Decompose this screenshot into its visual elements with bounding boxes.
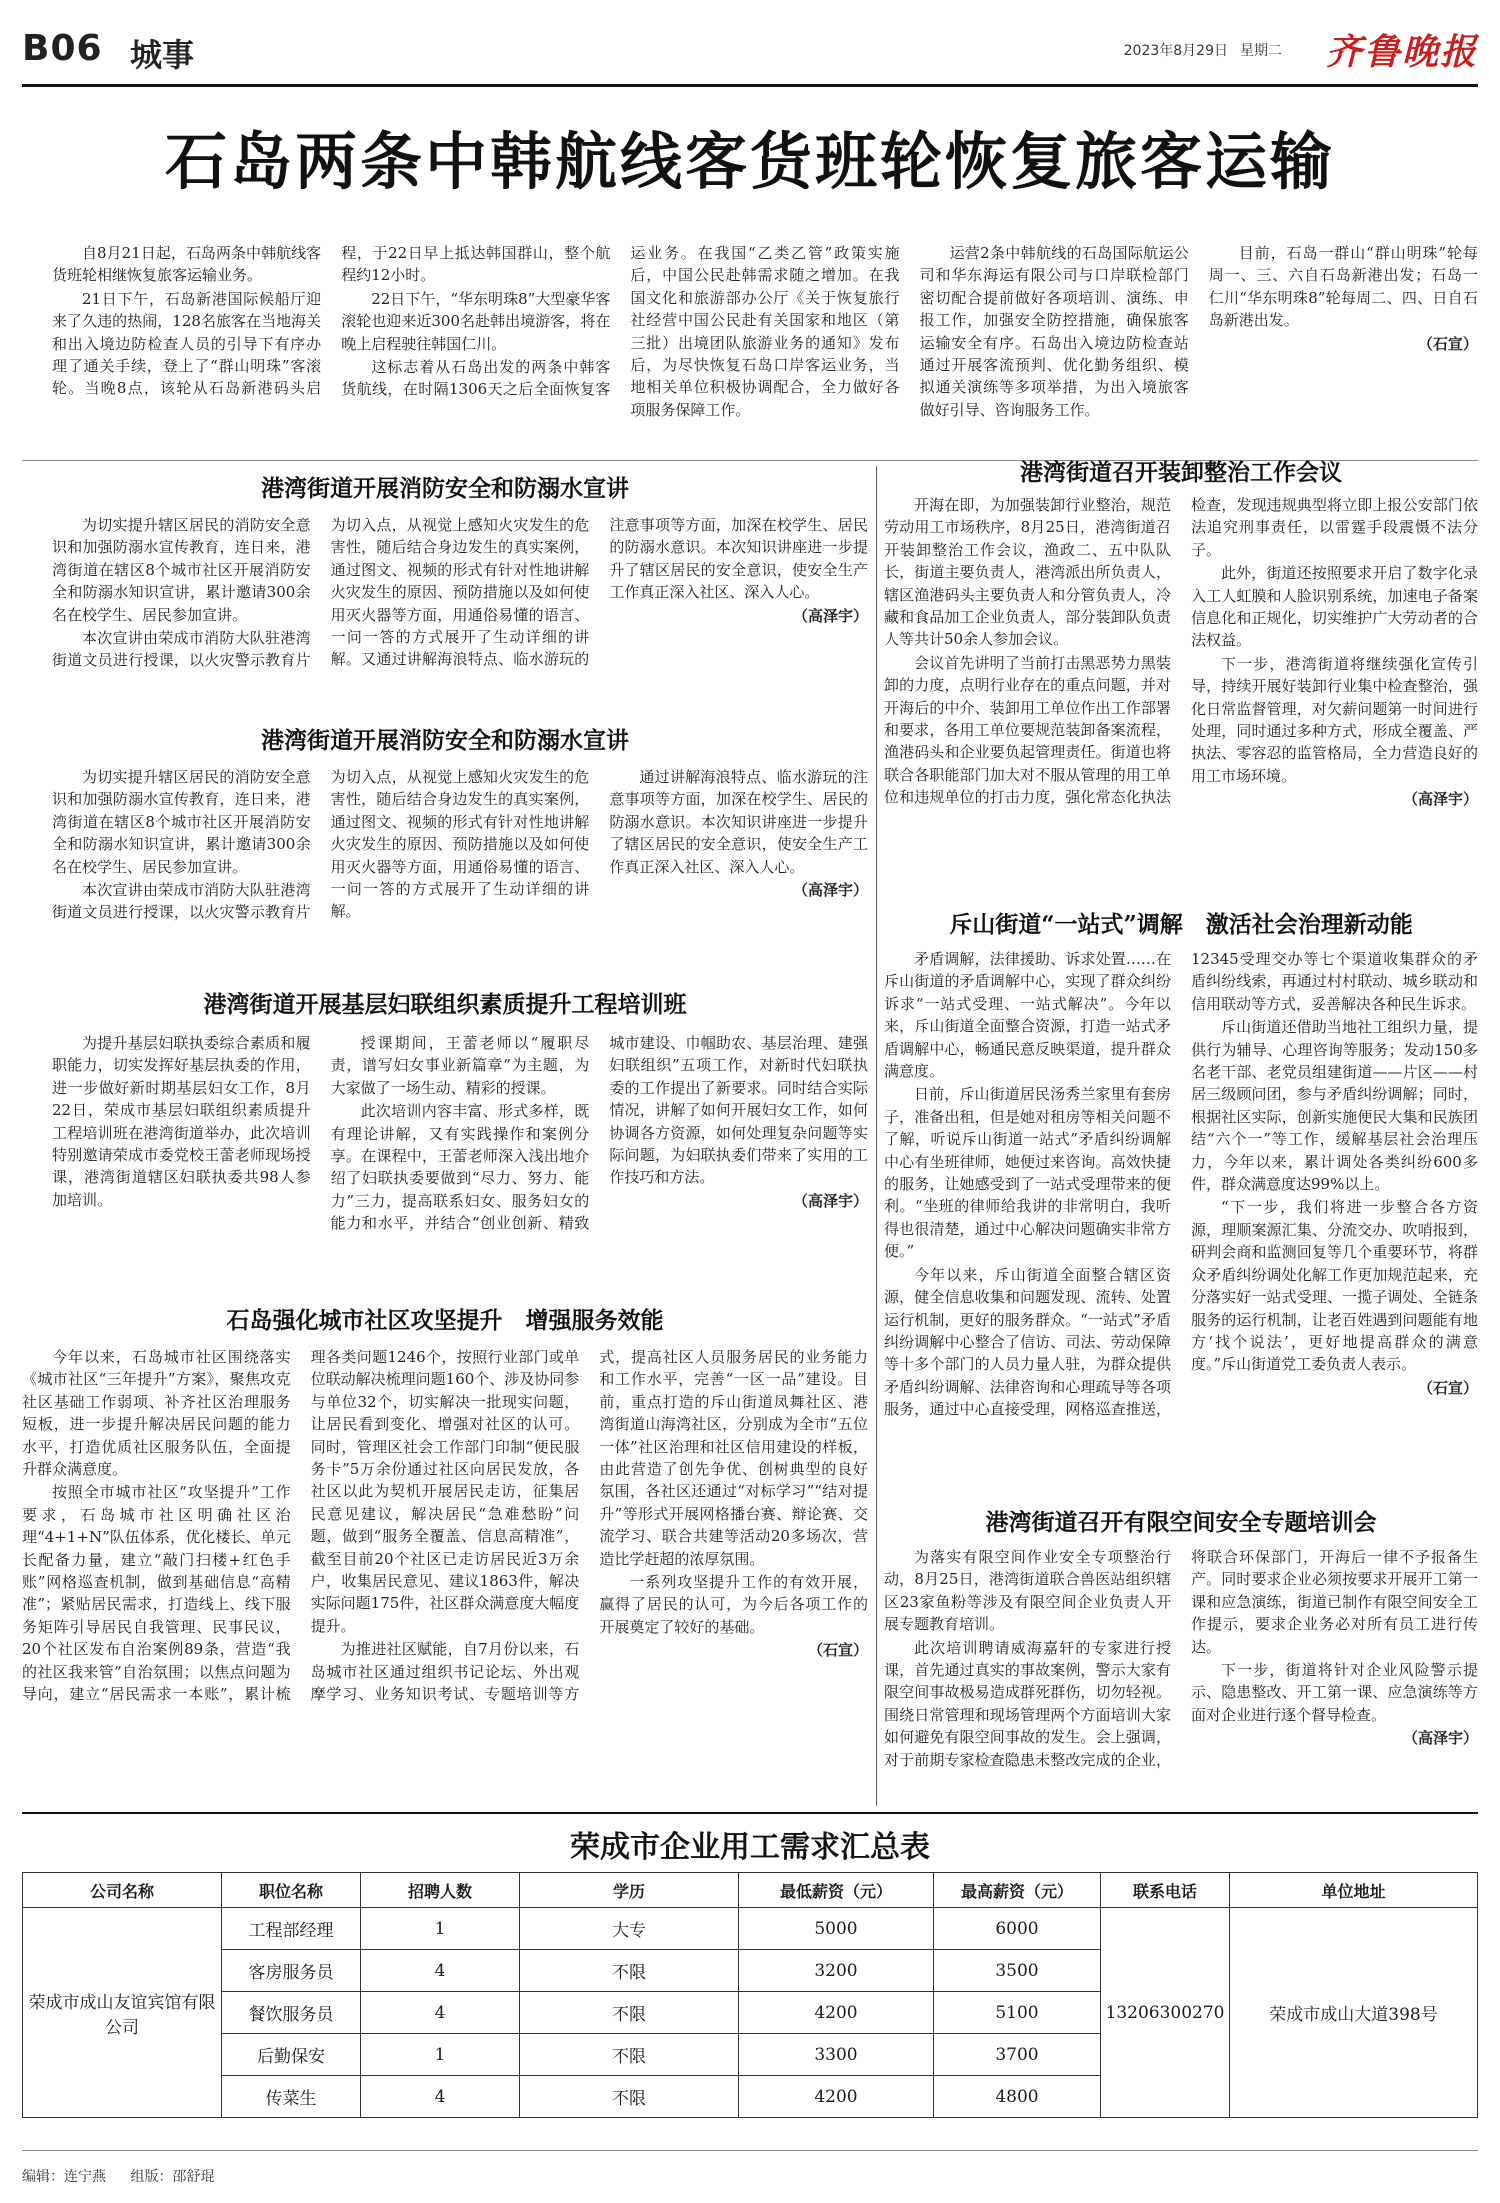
paragraph: 本次宣讲由荣成市消防大队驻港湾街道文员进行授课，以火灾警示教育片为切入点，从视觉上感知火灾发生的危害性，随后结合身边发生的真实案例，通过图文、视频的形式有针对性地讲解火灾发生的原因、预防措施以及如何使用灭火器等方面，用通俗易懂的语言、一问一答的方式展开了生动详细的讲解。又通过讲解海浪特点、临水游玩的注意事项等方面，加深在校学生、居民的防溺水意识。本次知识讲座进一步提升了辖区居民的安全意识，使安全生产工作真正深入社区、深入人心。 [52,516,868,670]
max-salary-cell: 4800 [934,2076,1101,2118]
max-salary-cell: 5100 [934,1992,1101,2034]
count-cell: 4 [361,1950,520,1992]
article-title-womens-federation: 港湾街道开展基层妇联组织素质提升工程培训班 [203,991,687,1018]
count-cell: 1 [361,1908,520,1950]
column-header: 公司名称 [23,1873,222,1908]
column-header: 最高薪资（元） [934,1873,1101,1908]
paragraph: 自8月21日起，石岛两条中韩航线客货班轮相继恢复旅客运输业务。 [52,244,322,285]
article-body-loading [884,494,1478,894]
jobs-table-title: 荣成市企业用工需求汇总表 [570,1830,930,1865]
article-title-loading: 港湾街道召开装卸整治工作会议 [1020,459,1342,486]
paragraph: 为提升基层妇联执委综合素质和履职能力，切实发挥好基层执委的作用，进一步做好新时期基层妇女工作，8月22日，荣成市基层妇联组织素质提升工程培训班在港湾街道举办，此次培训特别邀请荣成市委党校王蕾老师现场授课，港湾街道辖区妇联执委共98人参加培训。 [52,1034,311,1209]
paragraph: 按照全市城市社区“攻坚提升”工作要求，石岛城市社区明确社区治理“4+1+N”队伍体系，优化楼长、单元长配备力量，建立“敲门扫楼+红色手账”网格巡查机制，做到基础信息“高精准”；紧贴居民需求，打造线上、线下服务矩阵引导居民自我管理、民事民议，20个社区发布自治案例89条，营造“我的社区我来管”自治氛围；以焦点问题为导向，建立“居民需求一本账”，累计梳理各类问题1246个，按照行业部门或单位联动解决梳理问题160个、涉及协同参与单位32个，切实解决一批现实问题，让居民看到变化、增强对社区的认可。同时，管理区社会工作部门印制“便民服务卡”5万余份通过社区向居民发放，各社区以此为契机开展居民走访，征集居民意见建议，解决居民“急难愁盼”问题，做到“服务全覆盖、信息高精准”，截至目前20个社区已走访居民近3万余户，收集居民意见、建议1863件，解决实际问题175件，社区群众满意度大幅度提升。 [22,1348,580,1704]
paragraph: 为推进社区赋能，自7月份以来，石岛城市社区通过组织书记论坛、外出观摩学习、业务知识考试、专题培训等方式，提高社区人员服务居民的业务能力和工作水平，完善“一区一品”建设。目前，重点打造的斥山街道凤舞社区、港湾街道山海湾社区，分别成为全市“五位一体”社区治理和社区信用建设的样板，由此营造了创先争优、创树典型的良好氛围，各社区还通过“对标学习”“结对提升”等形式开展网格播台赛、辩论赛、交流学习、联合共建等活动20多场次，营造比学赶超的浓厚氛围。 [310,1348,868,1704]
column-header: 学历 [520,1873,739,1908]
masthead-rule [22,84,1478,87]
education-cell: 不限 [520,2076,739,2118]
table-row [23,1908,1478,1950]
article-title-community: 石岛强化城市社区攻坚提升 增强服务效能 [226,1307,664,1334]
layout-credit: 组版：邵舒琨 [130,2169,215,2185]
min-salary-cell: 3300 [739,2034,934,2076]
paragraph: “下一步，我们将进一步整合各方资源，理顺案源汇集、分流交办、吹哨报到，研判会商和监测回复等几个重要环节，将群众矛盾纠纷调处化解工作更加规范起来，充分落实好一站式受理、一揽子调处、全链条服务的运行机制，让老百姓遇到问题能有地方‘找个说法’，更好地提高群众的满意度。”斥山街道党工委负责人表示。 [1191,1198,1478,1374]
section-name: 城事 [130,36,195,74]
education-cell: 不限 [520,1992,739,2034]
paragraph: 今年以来，斥山街道全面整合辖区资源，健全信息收集和问题发现、流转、处置运行机制，更好的服务群众。“一站式”矛盾纠纷调解中心整合了信访、司法、劳动保障等十多个部门的人员力量人驻，为群众提供矛盾纠纷调解、法律咨询和心理疏导等各项服务，通过中心直接受理，网格巡查推送，12345受理交办等七个渠道收集群众的矛盾纠纷线索，再通过村村联动、城乡联动和信用联动等方式，妥善解决各种民生诉求。 [884,950,1478,1419]
paragraph: 为切实提升辖区居民的消防安全意识和加强防溺水宣传教育，连日来，港湾街道在辖区8个城市社区开展消防安全和防溺水知识宣讲，累计邀请300余名在校学生、居民参加宣讲。 [52,768,311,876]
paragraph: 一系列攻坚提升工作的有效开展，赢得了居民的认可，为今后各项工作的开展奠定了较好的基础。 [599,1573,868,1636]
paragraph: 21日下午，石岛新港国际候船厅迎来了久违的热闹，128名旅客在当地海关和出入境边防检查人员的引导下有序办理了通关手续，登上了“群山明珠”客滚轮。当晚8点，该轮从石岛新港码头启程，于22日早上抵达韩国群山，整个航程约12小时。 [52,244,611,398]
position-cell: 客房服务员 [222,1950,361,1992]
table-header-row [23,1873,1478,1908]
column-header: 单位地址 [1230,1873,1478,1908]
paragraph: 日前，斥山街道居民汤秀兰家里有套房子，准备出租，但是她对租房等相关问题不了解，听说斥山街道一站式”矛盾纠纷调解中心有坐班律师，她便过来咨询。高效快捷的服务，让她感受到了一站式受理带来的便利。“坐班的律师给我讲的非常明白，我听得也很清楚，通过中心解决问题确实非常方便。” [884,1085,1171,1261]
position-cell: 后勤保安 [222,2034,361,2076]
paragraph: 开海在即，为加强装卸行业整治，规范劳动用工市场秩序，8月25日，港湾街道召开装卸整治工作会议，渔政二、五中队队长，街道主要负责人，港湾派出所负责人，辖区渔港码头主要负责人和分管负责人，冷藏和食品加工企业负责人，部分装卸队负责人等共计50余人参加会议。 [884,496,1171,649]
jobs-table [22,1872,1478,2118]
paragraph: 斥山街道还借助当地社工组织力量，提供行为辅导、心理咨询等服务；发动150多名老干部、老党员组建街道——片区——村居三级顾问团，参与矛盾纠纷调解；同时，根据社区实际，创新实施便民大集和民族团结“六个一”等工作，缓解基层社会治理压力，今年以来，累计调处各类纠纷600多件，群众满意度达99%以上。 [1191,1018,1478,1194]
position-cell: 餐饮服务员 [222,1992,361,2034]
byline: （高泽宇） [1402,1729,1478,1748]
byline: （石宣） [1417,1378,1478,1397]
count-cell: 1 [361,2034,520,2076]
article-title-fire-safety-2: 港湾街道开展消防安全和防溺水宣讲 [261,727,629,754]
article-body-mediation [884,948,1478,1494]
paragraph: 此次培训内容丰富、形式多样，既有理论讲解，又有实践操作和案例分享。在课程中，王蕾老师深入浅出地介绍了妇联执委要做到“尽力、努力、能力”三力，提高联系妇女、服务妇女的能力和水平，并结合“创业创新、精致城市建设、巾帼助农、基层治理、建强妇联组织”五项工作，对新时代妇联执委的工作提出了新要求。同时结合实际情况，讲解了如何开展妇女工作，如何协调各方资源，如何处理复杂问题等实际问题，为妇联执委们带来了实用的工作技巧和方法。 [330,1034,868,1233]
max-salary-cell: 6000 [934,1908,1101,1950]
editor-credit: 编辑：连宁燕 [22,2169,106,2185]
page-code: B06 [22,28,103,69]
paragraph: 授课期间，王蕾老师以“履职尽责，谱写妇女事业新篇章”为主题，为大家做了一场生动、精彩的授课。 [330,1034,590,1097]
paragraph: 下一步，港湾街道将继续强化宣传引导，持续开展好装卸行业集中检查整治，强化日常监督管理，对欠薪问题第一时间进行处理，同时通过多种方式，形成全覆盖、严执法、零容忍的监管格局，全力营造良好的用工市场环境。 [1191,654,1478,785]
article-title-confined-space: 港湾街道召开有限空间安全专题培训会 [985,1509,1377,1536]
paragraph: 本次宣讲由荣成市消防大队驻港湾街道文员进行授课，以火灾警示教育片为切入点，从视觉上感知火灾发生的危害性，随后结合身边发生的真实案例，通过图文、视频的形式有针对性地讲解火灾发生的原因、预防措施以及如何使用灭火器等方面，用通俗易懂的语言、一问一答的方式展开了生动详细的讲解。 [52,768,590,922]
position-cell: 传菜生 [222,2076,361,2118]
article-body-fire-safety-2 [52,766,868,968]
paragraph: 下一步，街道将针对企业风险警示提示、隐患整改、开工第一课、应急演练等方面对企业进行逐个督导检查。 [1191,1661,1478,1724]
max-salary-cell: 3700 [934,2034,1101,2076]
education-cell: 不限 [520,2034,739,2076]
min-salary-cell: 4200 [739,2076,934,2118]
article-title-fire-safety: 港湾街道开展消防安全和防溺水宣讲 [261,475,629,502]
paragraph: 通过讲解海浪特点、临水游玩的注意事项等方面，加深在校学生、居民的防溺水意识。本次知识讲座进一步提升了辖区居民的安全意识，使安全生产工作真正深入社区、深入人心。 [609,768,868,876]
paragraph: 这标志着从石岛出发的两条中韩客货航线，在时隔1306天之后全面恢复客运业务。在我国“乙类乙管”政策实施后，中国公民赴韩需求随之增加。在我国文化和旅游部办公厅《关于恢复旅行社经营中国公民赴有关国家和地区（第三批）出境团队旅游业务的通知》发布后，为尽快恢复石岛口岸客运业务，当地相关单位积极协调配合，全力做好各项服务保障工作。 [341,244,900,419]
column-header: 职位名称 [222,1873,361,1908]
byline: （石宣） [1417,334,1478,353]
column-header: 最低薪资（元） [739,1873,934,1908]
paragraph: 22日下午，“华东明珠8”大型豪华客滚轮也迎来近300名赴韩出境游客，将在晚上启程驶往韩国仁川。 [341,289,611,353]
count-cell: 4 [361,1992,520,2034]
position-cell: 工程部经理 [222,1908,361,1950]
byline: （高泽宇） [792,1191,868,1210]
paragraph: 目前，石岛一群山“群山明珠”轮每周一、三、六自石岛新港出发；石岛一仁川“华东明珠8”轮每周二、四、日自石岛新港出发。 [1208,244,1478,330]
paragraph: 矛盾调解，法律援助、诉求处置……在斥山街道的矛盾调解中心，实现了群众纠纷诉求“一站式受理、一站式解决”。今年以来，斥山街道全面整合资源，打造一站式矛盾调解中心，畅通民意反映渠道，提升群众满意度。 [884,950,1171,1081]
page-footer [22,2166,234,2186]
paragraph: 今年以来，石岛城市社区围绕落实《城市社区“三年提升”方案》，聚焦攻克社区基础工作弱项、补齐社区治理服务短板，进一步提升解决居民问题的能力水平，打造优质社区服务队伍，全面提升群众满意度。 [22,1348,291,1479]
education-cell: 不限 [520,1950,739,1992]
masthead [22,24,1478,80]
article-body-womens-federation [52,1032,868,1286]
paragraph: 此外，街道还按照要求开启了数字化录入工人虹膜和人脸识别系统，加速电子备案信息化和正规化，切实维护广大劳动者的合法权益。 [1191,564,1478,650]
max-salary-cell: 3500 [934,1950,1101,1992]
footer-rule [22,2150,1478,2151]
education-cell: 大专 [520,1908,739,1950]
count-cell: 4 [361,2076,520,2118]
phone-cell: 13206300270 [1101,1908,1230,2118]
newspaper-logo: 齐鲁晚报 [1325,31,1478,73]
paragraph: 运营2条中韩航线的石岛国际航运公司和华东海运有限公司与口岸联检部门密切配合提前做好各项培训、演练、申报工作，加强安全防控措施，确保旅客运输安全有序。石岛出入境边防检查站通过开展客流预判、优化勤务组织、模拟通关演练等多项举措，为出入境旅客做好引导、咨询服务工作。 [919,244,1189,419]
page-headline: 石岛两条中韩航线客货班轮恢复旅客运输 [164,125,1335,198]
min-salary-cell: 4200 [739,1992,934,2034]
paragraph: 此次培训聘请威海嘉轩的专家进行授课，首先通过真实的事故案例，警示大家有限空间事故极易造成群死群伤，切勿轻视。围绕日常管理和现场管理两个方面培训大家如何避免有限空间事故的发生。会上强调，对于前期专家检查隐患未整改完成的企业，将联合环保部门，开海后一律不予报备生产。同时要求企业必须按要求开展开工第一课和应急演练，街道已制作有限空间安全工作提示，要求企业务必对所有员工进行传达。 [884,1548,1478,1769]
min-salary-cell: 3200 [739,1950,934,1992]
article-body-fire-safety [52,514,868,698]
byline: （高泽宇） [792,881,868,900]
article-body-confined-space [884,1546,1478,1796]
lead-article-body [52,242,1478,456]
byline: （石宣） [807,1641,868,1660]
byline: （高泽宇） [1402,790,1478,809]
paragraph: 为落实有限空间作业安全专项整治行动，8月25日，港湾街道联合兽医站组织辖区23家鱼粉等涉及有限空间企业负责人开展专题教育培训。 [884,1548,1171,1634]
paragraph: 会议首先讲明了当前打击黑恶势力黑装卸的力度，点明行业存在的重点问题，并对开海后的中介、装卸用工单位作出工作部署和要求，各用工单位要规范装卸备案流程，渔港码头和企业要负起管理责任。街道也将联合各职能部门加大对不服从管理的用工单位和违规单位的打击力度，强化常态化执法检查，发现违规典型将立即上报公安部门依法追究刑事责任，以雷霆手段震慑不法分子。 [884,496,1478,807]
paragraph: 为切实提升辖区居民的消防安全意识和加强防溺水宣传教育，连日来，港湾街道在辖区8个城市社区开展消防安全和防溺水知识宣讲，累计邀请300余名在校学生、居民参加宣讲。 [52,516,311,624]
column-divider [876,466,877,1806]
company-cell: 荣成市成山友谊宾馆有限公司 [23,1908,222,2118]
article-title-mediation: 斥山街道“一站式”调解 激活社会治理新动能 [949,911,1413,938]
byline: （高泽宇） [792,606,868,625]
column-header: 招聘人数 [361,1873,520,1908]
min-salary-cell: 5000 [739,1908,934,1950]
issue-weekday: 星期二 [1240,43,1282,59]
article-body-community [22,1346,868,1796]
table-top-rule [22,1812,1478,1814]
issue-date: 2023年8月29日 [1123,43,1228,59]
address-cell: 荣成市成山大道398号 [1230,1908,1478,2118]
column-header: 联系电话 [1101,1873,1230,1908]
